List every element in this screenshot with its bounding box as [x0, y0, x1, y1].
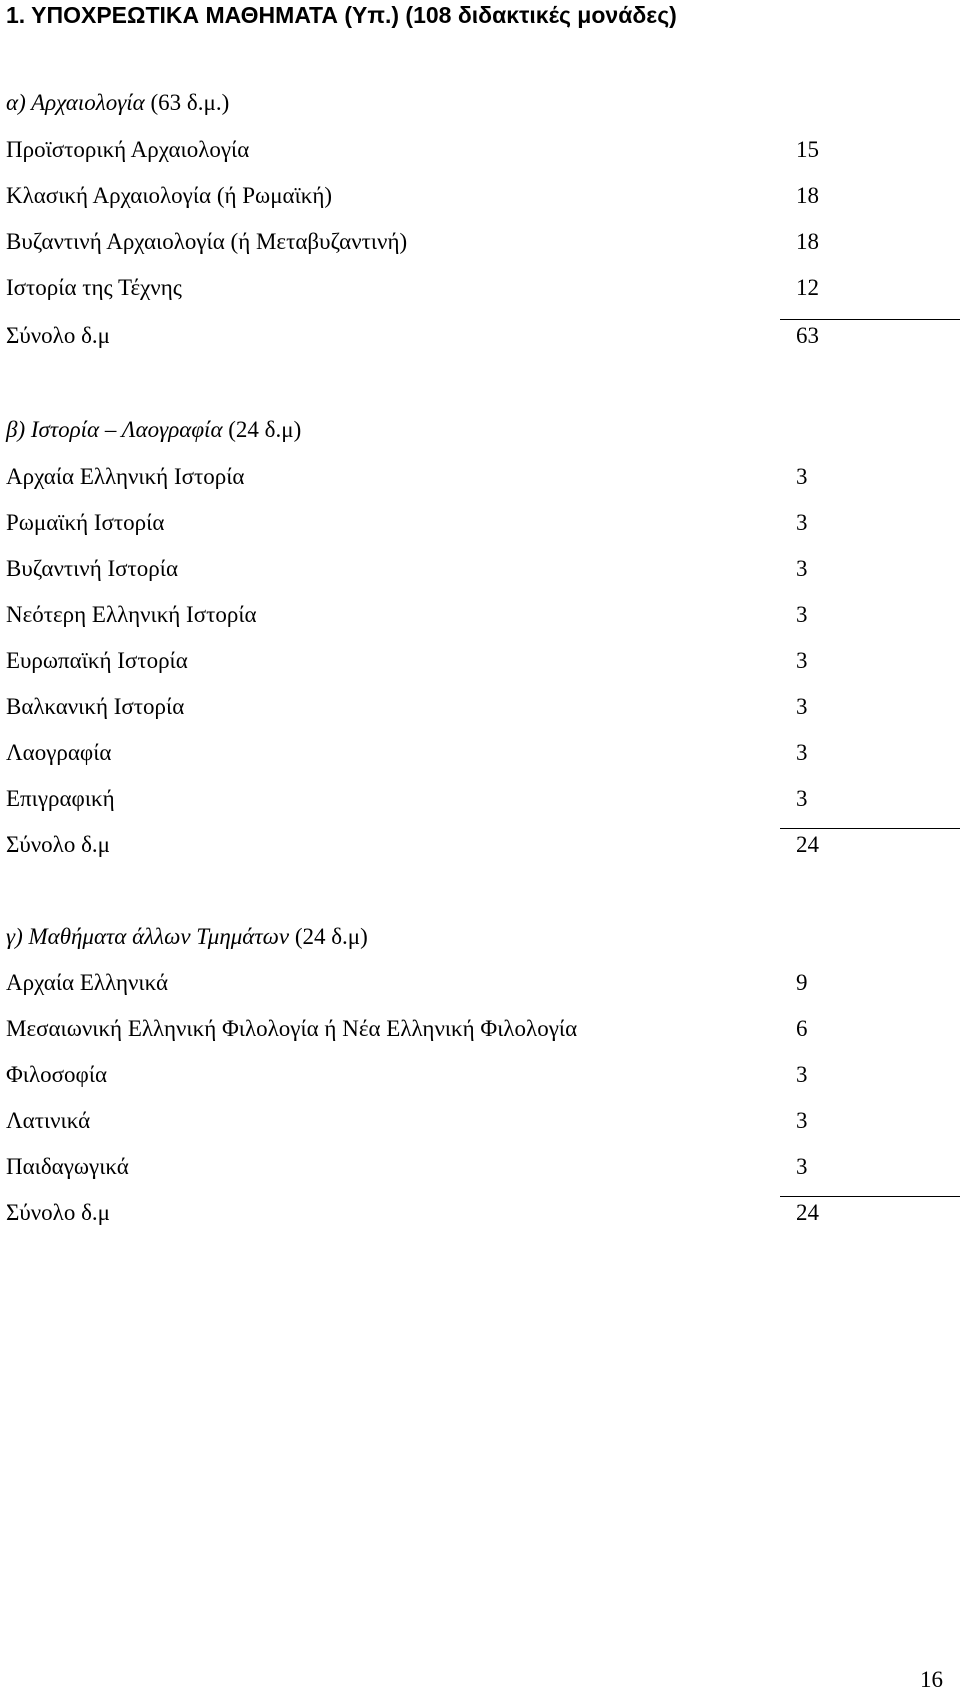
course-name: Βαλκανική Ιστορία: [6, 694, 185, 719]
section-total-row: [6, 825, 960, 865]
course-row: [6, 176, 960, 216]
section-title: γ) Μαθήματα άλλων Τμημάτων: [6, 924, 290, 949]
course-row: [6, 130, 960, 170]
section-title: α) Αρχαιολογία: [6, 90, 145, 115]
course-units: 18: [796, 229, 819, 254]
total-label: Σύνολο δ.μ: [6, 1200, 110, 1225]
course-units: 6: [796, 1016, 808, 1041]
course-units: 3: [796, 510, 808, 535]
total-units: 63: [796, 323, 819, 348]
course-units: 3: [796, 786, 808, 811]
course-name: Βυζαντινή Αρχαιολογία (ή Μεταβυζαντινή): [6, 229, 408, 254]
course-units: 3: [796, 556, 808, 581]
course-units: 12: [796, 275, 819, 300]
course-row: [6, 1055, 960, 1095]
section-total-row: [6, 1193, 960, 1233]
course-row: [6, 503, 960, 543]
section-title-history-folklore: [6, 410, 960, 450]
course-name: Ιστορία της Τέχνης: [6, 275, 182, 300]
course-row: [6, 268, 960, 308]
total-label: Σύνολο δ.μ: [6, 323, 110, 348]
section-title: β) Ιστορία – Λαογραφία: [6, 417, 223, 442]
course-name: Ρωμαϊκή Ιστορία: [6, 510, 165, 535]
course-row: [6, 1147, 960, 1187]
page-heading: 1. ΥΠΟΧΡΕΩΤΙΚΑ ΜΑΘΗΜΑΤΑ (Υπ.) (108 διδακτικές μονάδες): [6, 2, 677, 28]
course-name: Κλασική Αρχαιολογία (ή Ρωμαϊκή): [6, 183, 333, 208]
section-title-units: (63 δ.μ.): [144, 90, 230, 115]
course-units: 3: [796, 740, 808, 765]
section-title-archaeology: [6, 83, 960, 123]
course-row: [6, 457, 960, 497]
course-name: Αρχαία Ελληνικά: [6, 970, 169, 995]
total-units: 24: [796, 832, 819, 857]
total-label: Σύνολο δ.μ: [6, 832, 110, 857]
course-name: Νεότερη Ελληνική Ιστορία: [6, 602, 257, 627]
section-total-row: [6, 316, 960, 356]
course-name: Επιγραφική: [6, 786, 115, 811]
course-units: 3: [796, 1108, 808, 1133]
course-units: 3: [796, 1062, 808, 1087]
course-row: [6, 733, 960, 773]
course-name: Βυζαντινή Ιστορία: [6, 556, 178, 581]
total-units: 24: [796, 1200, 819, 1225]
section-title-other-departments: [6, 917, 960, 957]
course-units: 3: [796, 1154, 808, 1179]
course-name: Ευρωπαϊκή Ιστορία: [6, 648, 188, 673]
section-title-units: (24 δ.μ): [222, 417, 302, 442]
course-name: Φιλοσοφία: [6, 1062, 108, 1087]
course-row: [6, 687, 960, 727]
course-units: 3: [796, 694, 808, 719]
course-units: 3: [796, 464, 808, 489]
course-row: [6, 963, 960, 1003]
course-name: Παιδαγωγικά: [6, 1154, 129, 1179]
course-units: 9: [796, 970, 808, 995]
course-row: [6, 641, 960, 681]
course-row: [6, 1009, 960, 1049]
course-name: Μεσαιωνική Ελληνική Φιλολογία ή Νέα Ελληνική Φιλολογία: [6, 1016, 578, 1041]
course-row: [6, 1101, 960, 1141]
course-units: 3: [796, 648, 808, 673]
course-row: [6, 779, 960, 819]
course-name: Λαογραφία: [6, 740, 112, 765]
course-units: 3: [796, 602, 808, 627]
course-name: Προϊστορική Αρχαιολογία: [6, 137, 250, 162]
course-name: Αρχαία Ελληνική Ιστορία: [6, 464, 245, 489]
course-row: [6, 549, 960, 589]
course-units: 18: [796, 183, 819, 208]
course-row: [6, 595, 960, 635]
page-number: 16: [920, 1667, 943, 1692]
course-units: 15: [796, 137, 819, 162]
course-row: [6, 222, 960, 262]
course-name: Λατινικά: [6, 1108, 91, 1133]
section-title-units: (24 δ.μ): [289, 924, 368, 949]
